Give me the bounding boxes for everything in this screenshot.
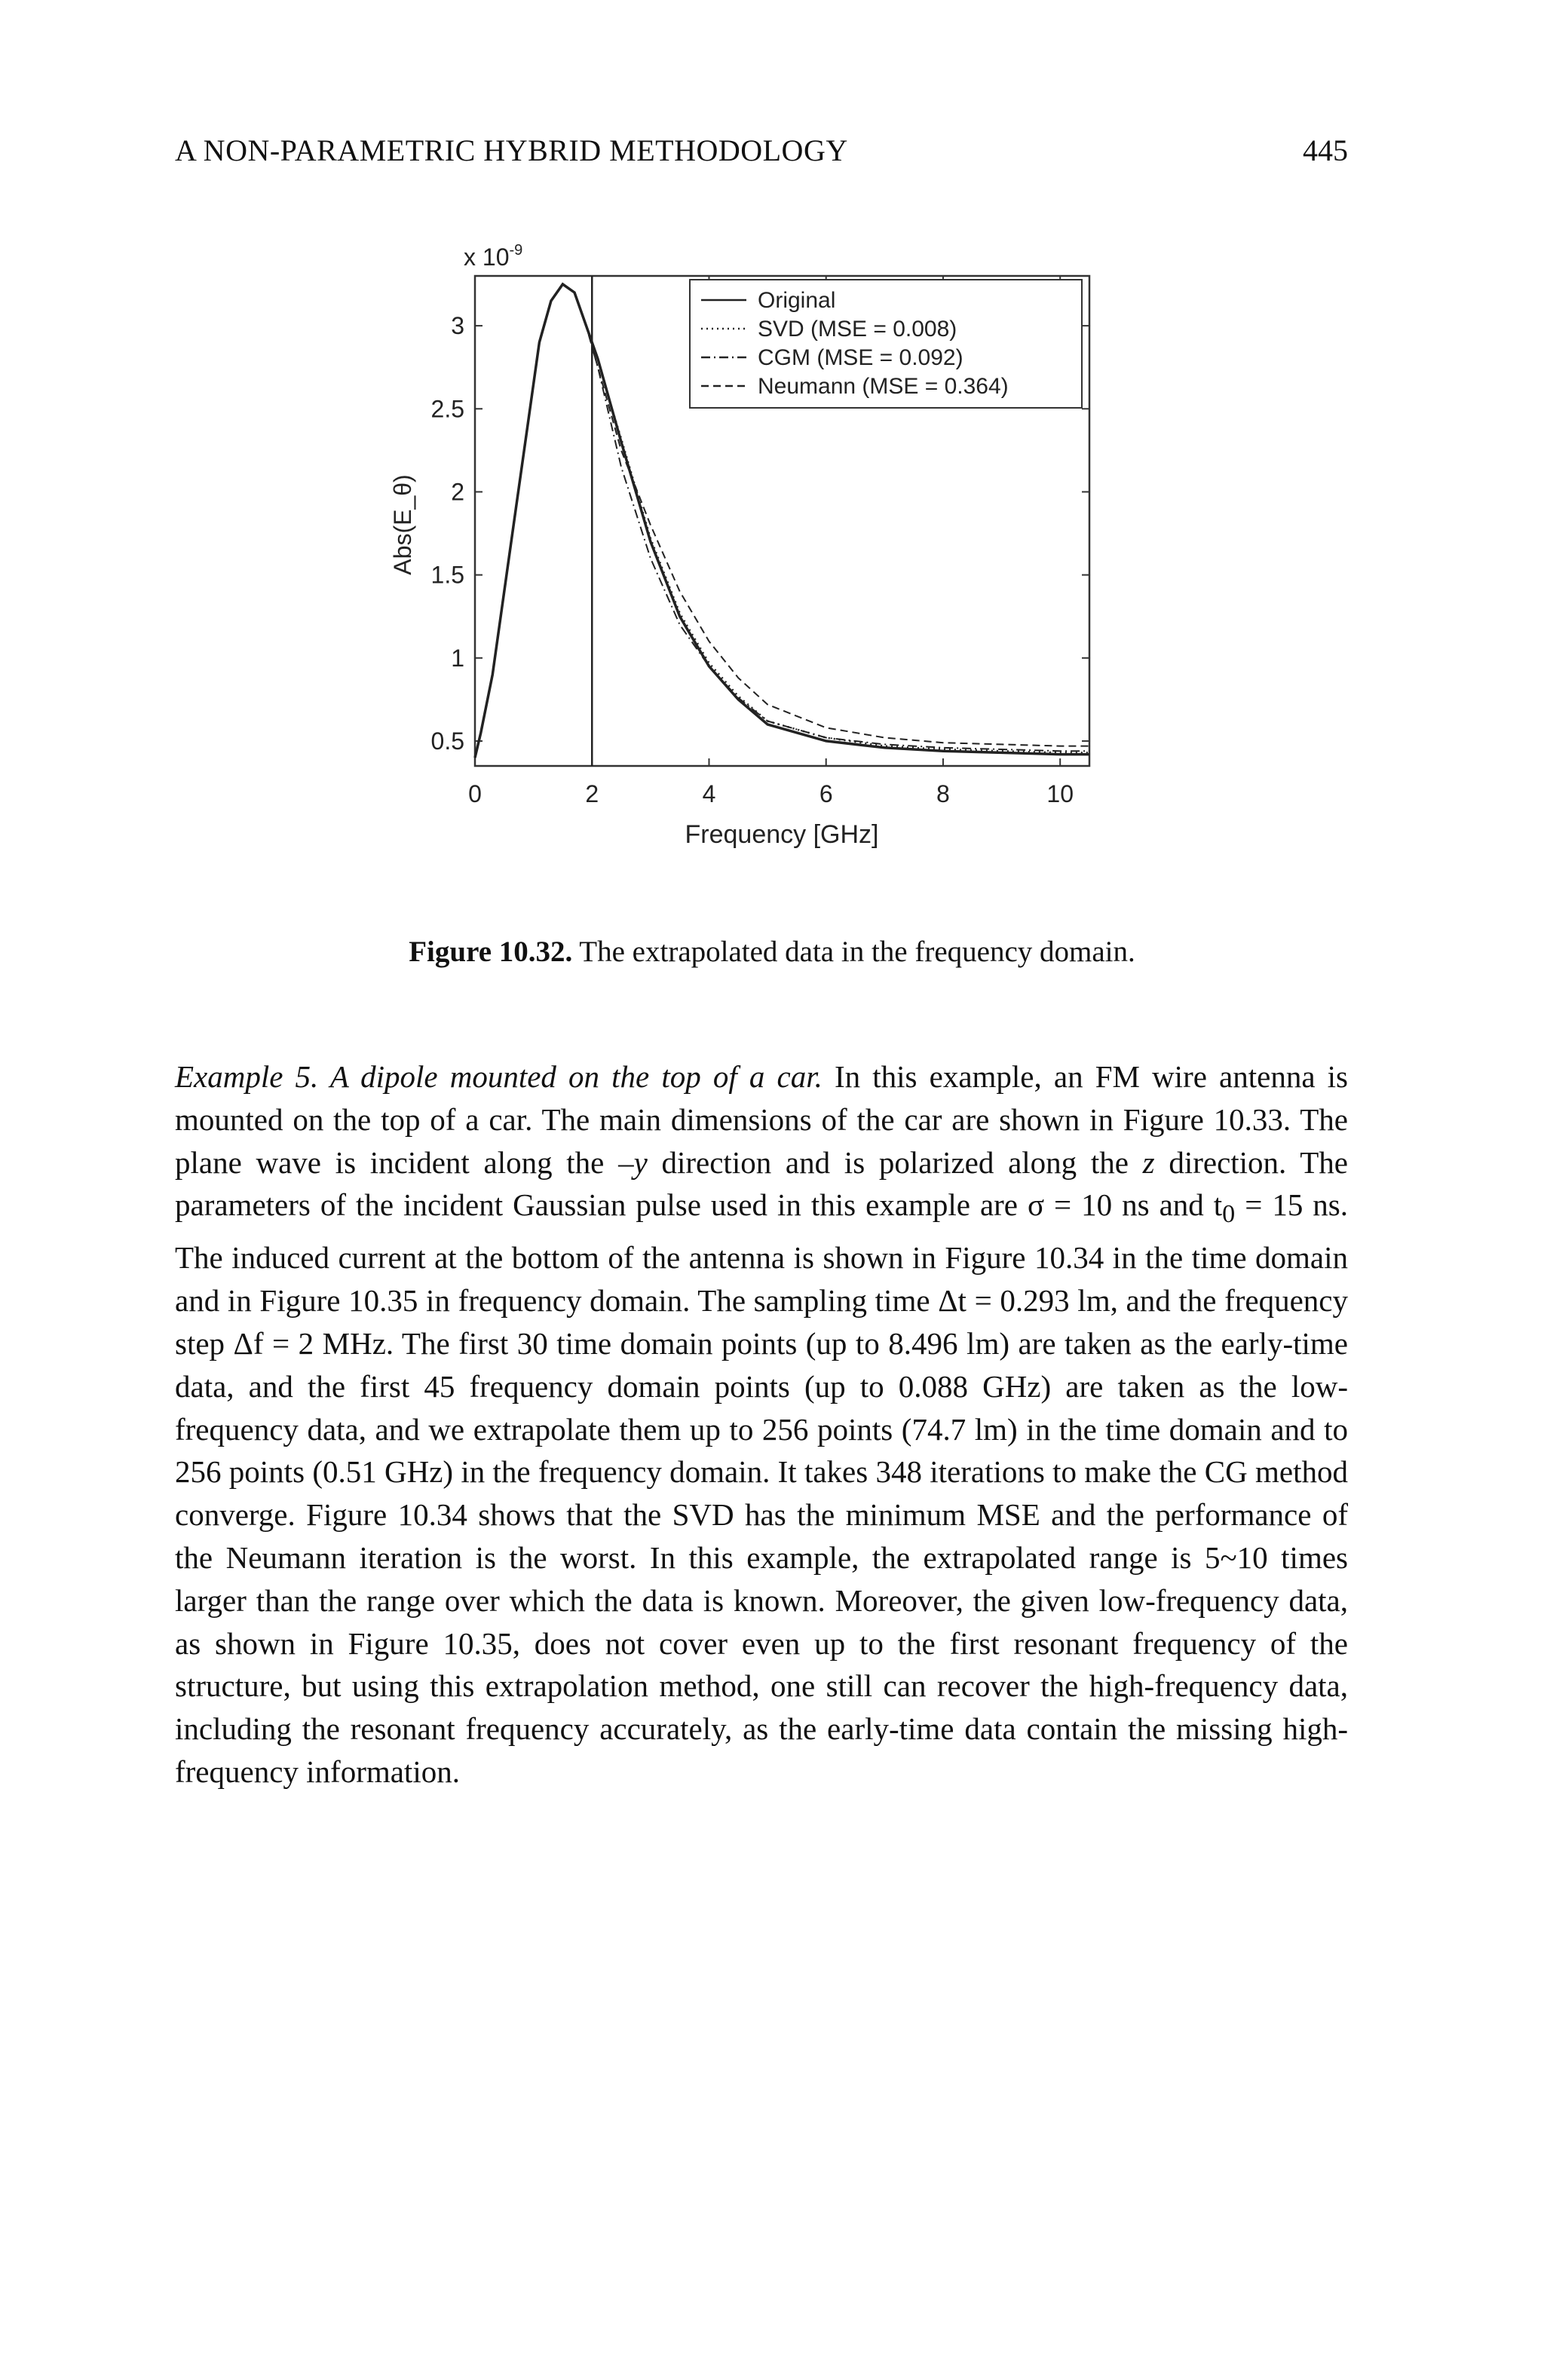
x-tick-label: 0: [468, 780, 482, 807]
body-text-2: direction and is polarized along the: [661, 1144, 1129, 1180]
y-tick-label: 1.5: [430, 561, 464, 589]
page-number: 445: [1303, 133, 1348, 167]
x-axis-label: Frequency [GHz]: [685, 820, 879, 849]
x-tick-label: 10: [1046, 780, 1074, 807]
y-tick-label: 0.5: [430, 727, 464, 755]
body-subscript: 0: [1222, 1200, 1236, 1229]
legend-entry: SVD (MSE = 0.008): [758, 317, 957, 342]
body-paragraph: [175, 1055, 1348, 1793]
caption-text: The extrapolated data in the frequency domain.: [579, 936, 1135, 968]
y-tick-label: 1: [451, 644, 464, 672]
body-var-y: –y: [618, 1144, 648, 1180]
y-tick-label: 3: [451, 312, 464, 340]
frequency-domain-chart: [377, 223, 1131, 902]
legend-entry: Neumann (MSE = 0.364): [758, 374, 1009, 399]
body-text-4: = 15 ns. The induced current at the bottom of the antenna is shown in Figure 10.34 in the time domain and in Figure 10.35 in frequency domain. The sampling time Δt = 0.293 lm, and the frequency step Δf = 2 MHz. The first 30 time domain points (up to 8.496 lm) are taken as the early-time data, and the first 45 frequency domain points (up to 0.088 GHz) are taken as the low-frequency data, and we extrapolate them up to 256 points (74.7 lm) in the time domain and to 256 points (0.51 GHz) in the frequency domain. It takes 348 iterations to make the CG method converge. Figure 10.34 shows that the SVD has the minimum MSE and the performance of the Neumann iteration is the worst. In this example, the extrapolated range is 5~10 times larger than the range over which the data is known. Moreover, the given low-frequency data, as shown in Figure 10.35, does not cover even up to the first resonant frequency of the structure, but using this extrapolation method, one still can recover the high-frequency data, including the resonant frequency accurately, as the early-time data contain the missing high-frequency information.: [175, 1187, 1349, 1789]
x-tick-label: 4: [702, 780, 716, 807]
running-head: A NON-PARAMETRIC HYBRID METHODOLOGY: [175, 133, 848, 167]
page-header: [175, 133, 1348, 178]
x-tick-label: 2: [585, 780, 599, 807]
x-tick-label: 8: [936, 780, 950, 807]
body-text-1: In this example, an FM wire antenna is mounted on the top of a car. The main dimensions of the car are shown in Figure 10.33. The plane wave is incident along the: [175, 1059, 1348, 1180]
y-axis-label: Abs(E_θ): [389, 474, 416, 575]
legend: [690, 280, 1082, 408]
y-scale-label: x $10^{-9}$: [464, 242, 523, 271]
example-heading: Example 5. A dipole mounted on the top of a car.: [175, 1059, 823, 1094]
legend-entry: CGM (MSE = 0.092): [758, 345, 963, 370]
body-text-3: direction. The parameters of the incident Gaussian pulse used in this example are σ = 10 ns and t: [175, 1144, 1348, 1223]
x-tick-label: 6: [819, 780, 833, 807]
figure-caption: [0, 935, 1544, 969]
y-tick-label: 2.5: [430, 395, 464, 423]
legend-entry: Original: [758, 288, 836, 313]
y-tick-label: 2: [451, 478, 464, 506]
body-var-z: z: [1142, 1144, 1155, 1180]
caption-label: Figure 10.32.: [409, 936, 573, 968]
